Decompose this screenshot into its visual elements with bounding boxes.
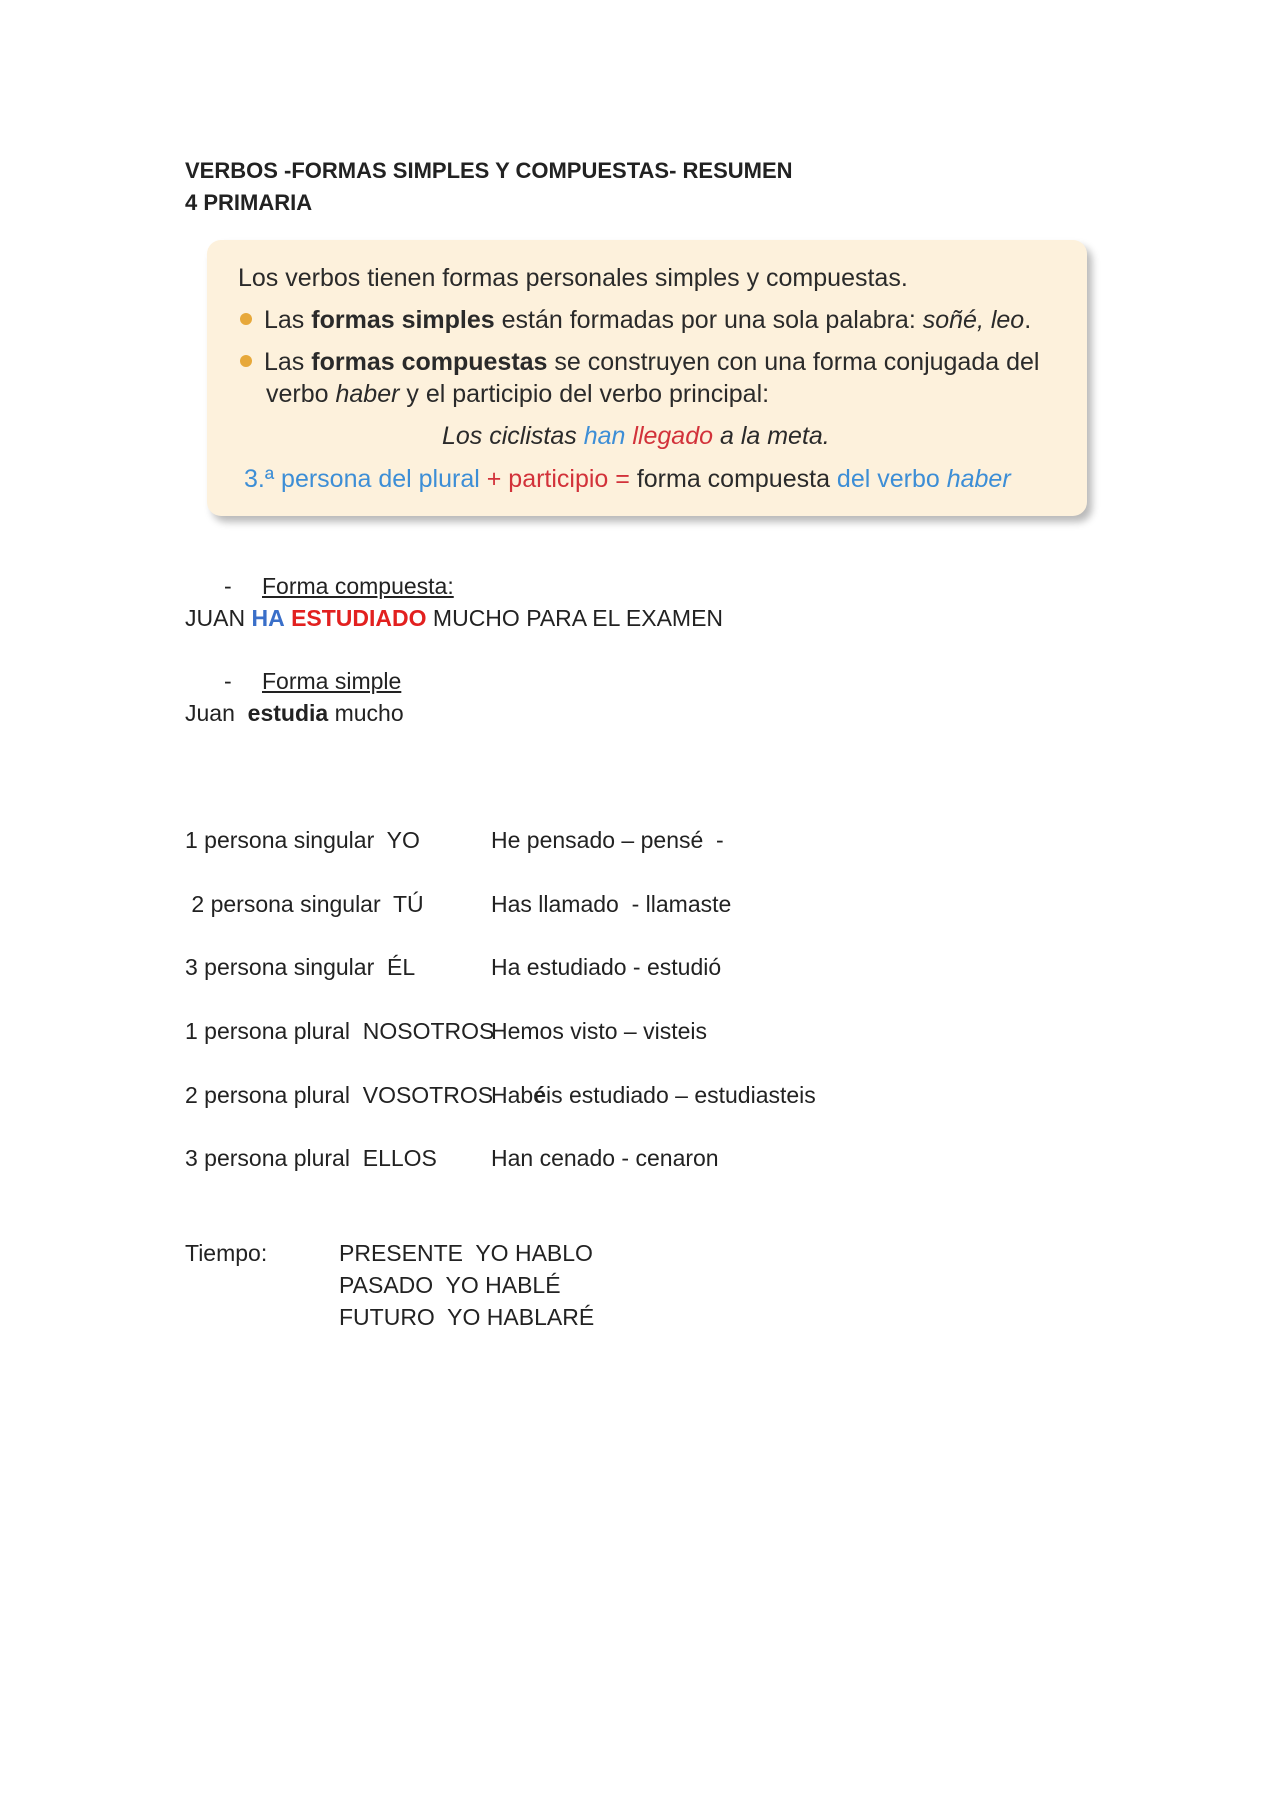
tiempo-label: Tiempo: bbox=[185, 1240, 268, 1266]
summary-box bbox=[207, 240, 1087, 516]
bullet-icon bbox=[240, 313, 252, 325]
tiempo-line: PASADO YO HABLÉ bbox=[339, 1272, 561, 1298]
person-forms: Hemos visto – visteis bbox=[491, 1018, 708, 1044]
person-forms: Han cenado - cenaron bbox=[491, 1145, 719, 1171]
box-bullet-compound: Las formas compuestas se construyen con una forma conjugada del bbox=[240, 346, 1039, 378]
box-example-sentence: Los ciclistas han llegado a la meta. bbox=[442, 422, 830, 450]
box-bullet-simple: Las formas simples están formadas por una sola palabra: soñé, leo. bbox=[240, 304, 1031, 336]
person-label: 1 persona singular YO bbox=[185, 827, 420, 853]
bullet-icon bbox=[240, 355, 252, 367]
simple-label: Forma simple bbox=[262, 668, 402, 694]
compound-label: Forma compuesta: bbox=[262, 573, 454, 599]
compound-example: JUAN HA ESTUDIADO MUCHO PARA EL EXAMEN bbox=[185, 605, 724, 631]
simple-example: Juan estudia mucho bbox=[185, 700, 404, 726]
dash-compound: - bbox=[224, 573, 232, 599]
person-label: 2 persona singular TÚ bbox=[185, 891, 424, 917]
person-forms: Ha estudiado - estudió bbox=[491, 954, 722, 980]
person-forms: Has llamado - llamaste bbox=[491, 891, 732, 917]
person-label: 1 persona plural NOSOTROS bbox=[185, 1018, 495, 1044]
box-formula: 3.ª persona del plural + participio = forma compuesta del verbo haber bbox=[244, 465, 1011, 493]
person-forms: He pensado – pensé - bbox=[491, 827, 724, 853]
person-label: 3 persona singular ÉL bbox=[185, 954, 416, 980]
tiempo-line: PRESENTE YO HABLO bbox=[339, 1240, 593, 1266]
document-title: VERBOS -FORMAS SIMPLES Y COMPUESTAS- RESUMEN bbox=[185, 158, 793, 183]
person-label: 3 persona plural ELLOS bbox=[185, 1145, 437, 1171]
dash-simple: - bbox=[224, 668, 232, 694]
box-intro: Los verbos tienen formas personales simples y compuestas. bbox=[238, 264, 908, 292]
document-subtitle: 4 PRIMARIA bbox=[185, 190, 313, 215]
person-forms: Habéis estudiado – estudiasteis bbox=[491, 1082, 816, 1108]
tiempo-line: FUTURO YO HABLARÉ bbox=[339, 1304, 595, 1330]
person-label: 2 persona plural VOSOTROS bbox=[185, 1082, 494, 1108]
box-bullet-compound-cont: verbo haber y el participio del verbo principal: bbox=[266, 380, 770, 408]
